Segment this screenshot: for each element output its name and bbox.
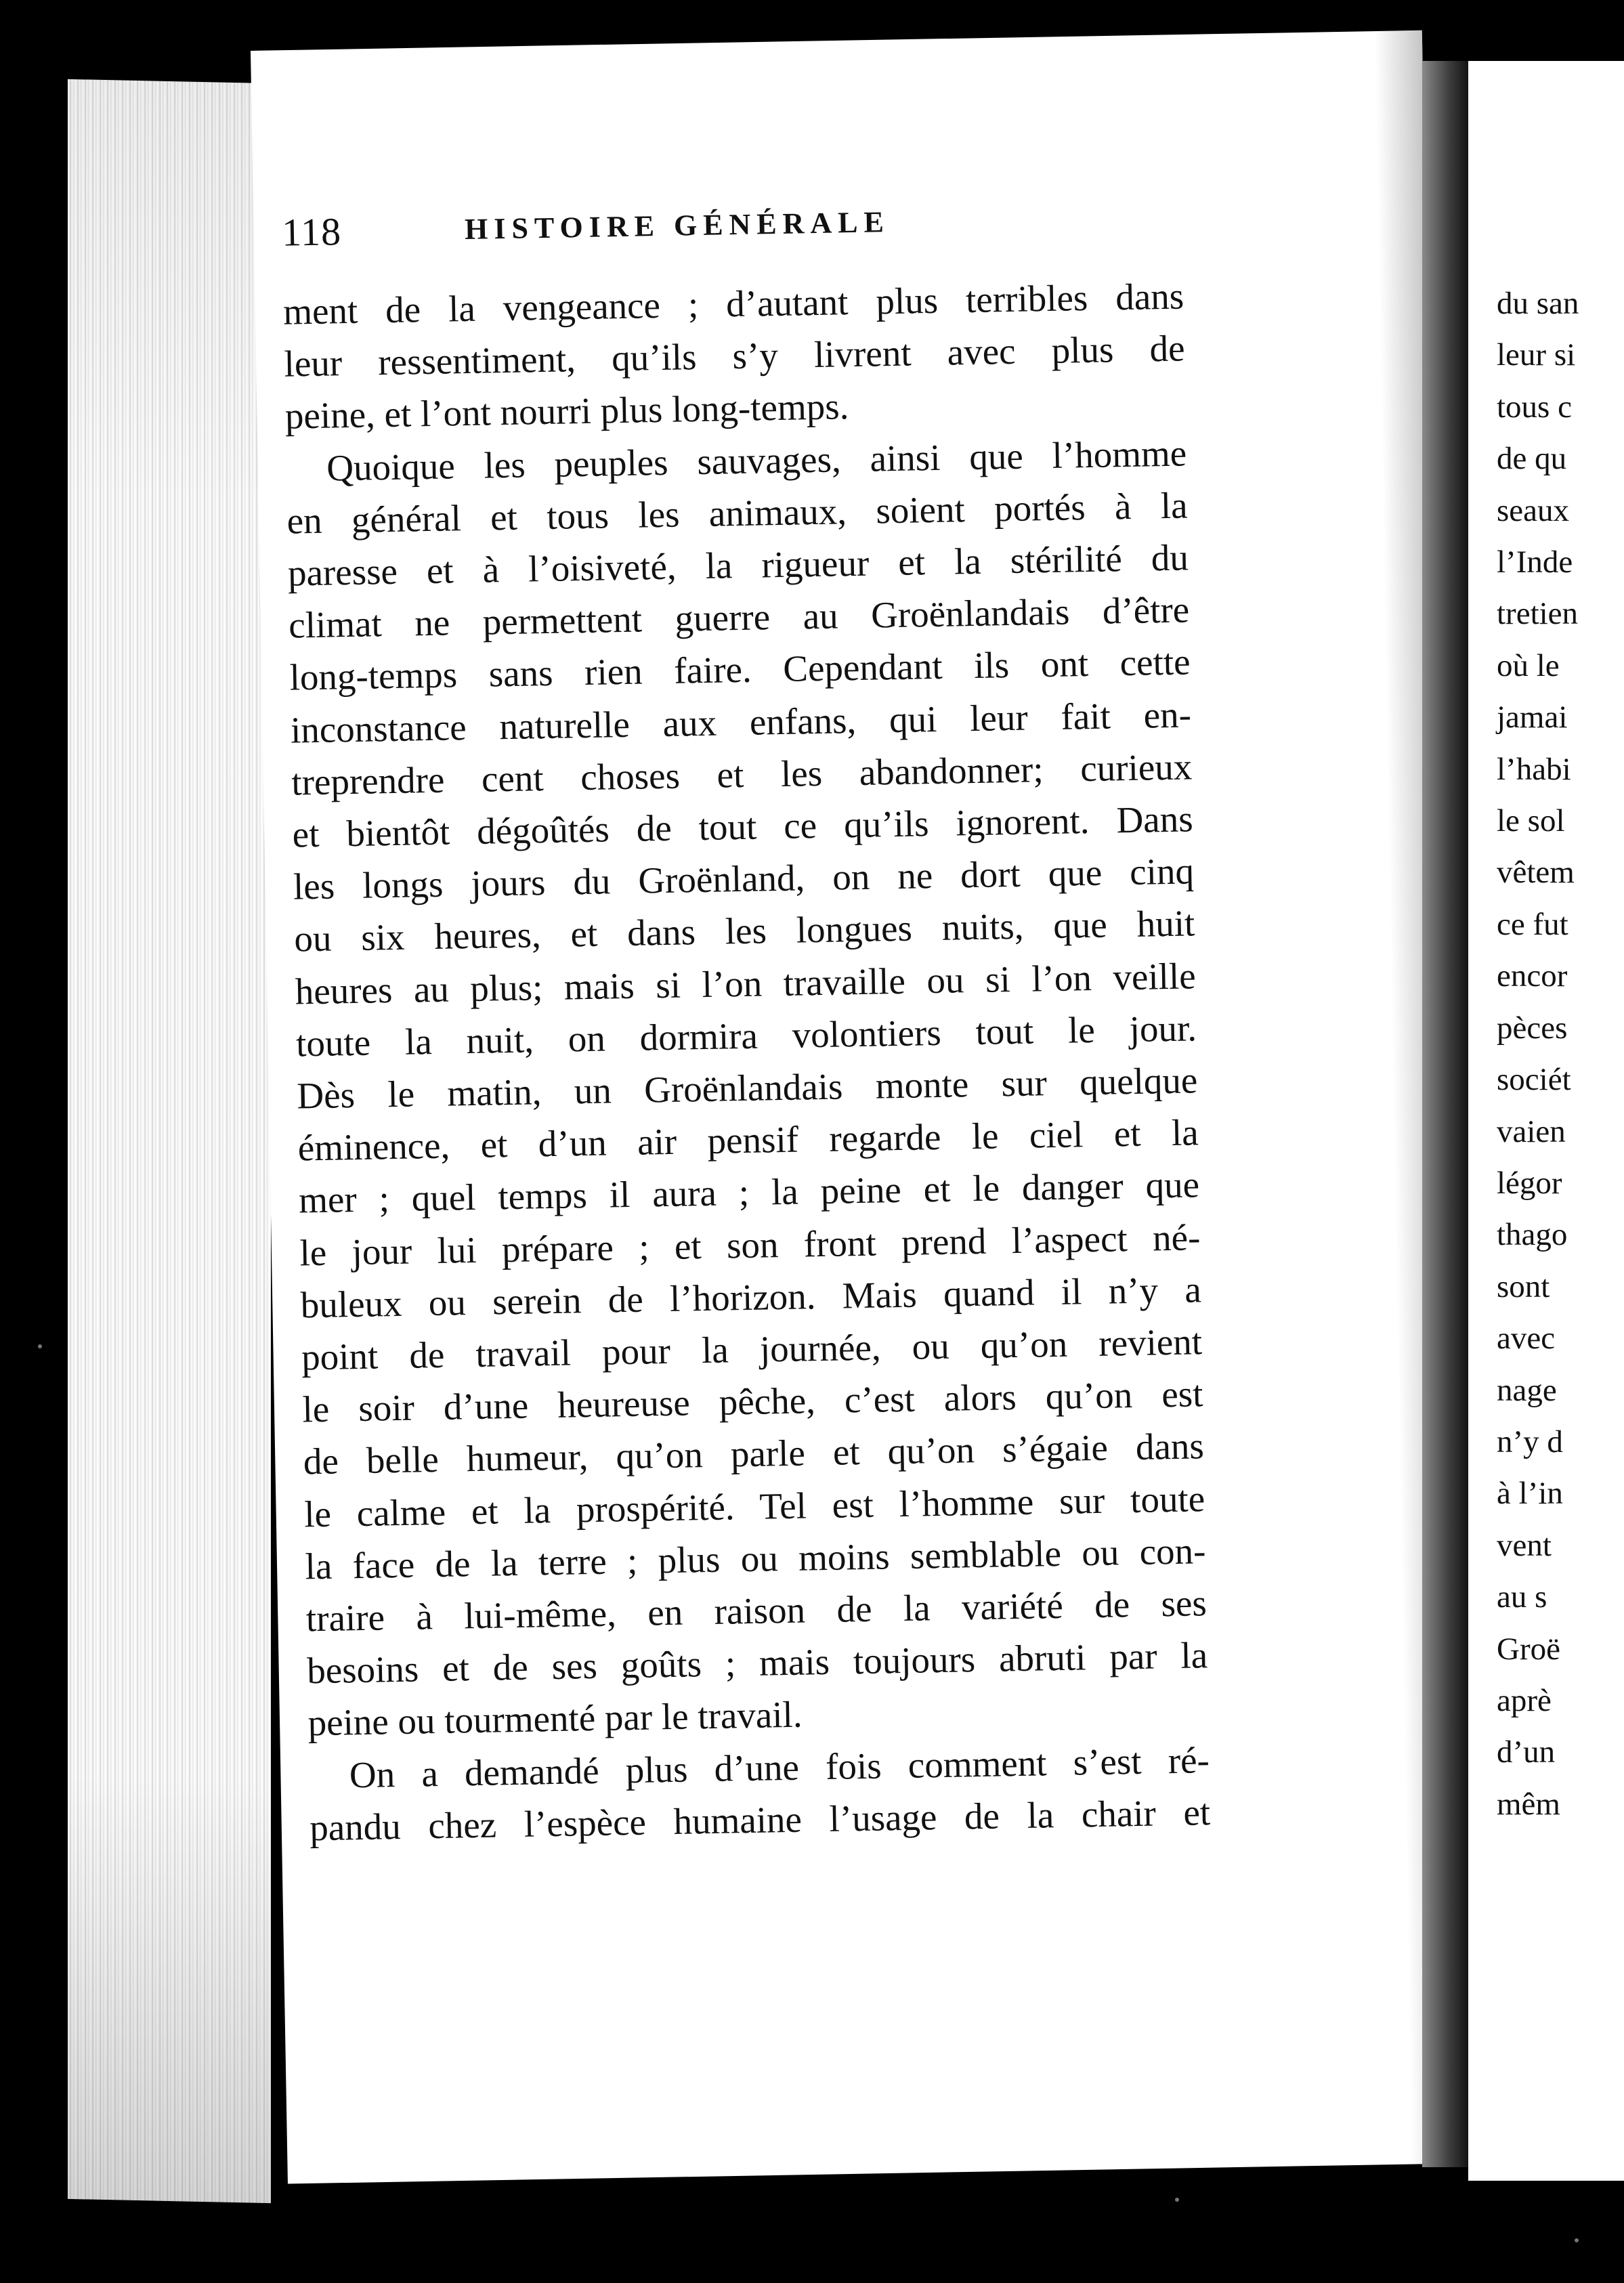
paper-speck [1175, 2198, 1179, 2202]
paper-speck [38, 1344, 42, 1348]
page-number: 118 [281, 209, 342, 255]
text-line: la face de la terre ; plus ou moins semblable ou con- [305, 1530, 1206, 1587]
right-line: sont [1497, 1268, 1550, 1304]
right-line: du san [1497, 286, 1579, 321]
right-line: le sol [1497, 803, 1565, 839]
right-line: seaux [1497, 492, 1570, 528]
text-line: On a demandé plus d’une fois comment s’est ré- [349, 1738, 1210, 1796]
right-line: avec [1497, 1321, 1556, 1357]
text-line: mer ; quel temps il aura ; la peine et le danger que [298, 1164, 1200, 1221]
text-line: traire à lui-même, en raison de la variété de ses [305, 1582, 1208, 1640]
right-line: vêtem [1497, 855, 1575, 891]
text-line: le soir d’une heureuse pêche, c’est alors qu’on est [302, 1373, 1203, 1430]
text-line: heures au plus; mais si l’on travaille ou si l’on veille [295, 954, 1197, 1012]
right-line: thago [1497, 1217, 1568, 1253]
right-line: au s [1497, 1579, 1547, 1615]
right-line: vent [1497, 1527, 1552, 1563]
text-line: peine ou tourmenté par le travail. [307, 1694, 803, 1744]
text-line: point de travail pour la journée, ou qu’on revient [301, 1321, 1203, 1378]
text-line: besoins et de ses goûts ; mais toujours abruti par la [306, 1634, 1208, 1692]
right-line: encor [1497, 958, 1568, 994]
right-line: leur si [1497, 337, 1576, 373]
text-line: inconstance naturelle aux enfans, qui leur fait en- [290, 694, 1192, 751]
right-line: l’habi [1497, 751, 1571, 787]
text-line: treprendre cent choses et les abandonner; curieux [291, 746, 1193, 803]
text-line: les longs jours du Groënland, on ne dort que cinq [293, 850, 1195, 908]
paper-speck [1575, 2238, 1579, 2242]
text-line: peine, et l’ont nourri plus long-temps. [284, 385, 849, 438]
text-line: ment de la vengeance ; d’autant plus terribles dans [282, 275, 1184, 333]
right-line: aprè [1497, 1682, 1552, 1718]
text-line: et bientôt dégoûtés de tout ce qu’ils ignorent. Dans [292, 798, 1194, 855]
text-line: le jour lui prépare ; et son front prend l’aspect né- [299, 1216, 1201, 1274]
text-line: toute la nuit, on dormira volontiers tout le jour. [295, 1007, 1197, 1065]
right-line: Groë [1497, 1631, 1560, 1667]
right-line: mêm [1497, 1786, 1560, 1822]
text-line: paresse et à l’oisiveté, la rigueur et la stérilité du [287, 536, 1189, 594]
right-line: où le [1497, 647, 1560, 683]
right-line: légor [1497, 1165, 1562, 1201]
right-line: pèces [1497, 1010, 1568, 1046]
right-line: sociét [1497, 1062, 1571, 1098]
right-line: tous c [1497, 389, 1572, 425]
text-line: Dès le matin, un Groënlandais monte sur quelque [296, 1059, 1198, 1117]
running-title: HISTOIRE GÉNÉRALE [464, 205, 891, 247]
right-line: vaien [1497, 1113, 1566, 1149]
right-line: de qu [1497, 441, 1567, 477]
text-line: ou six heures, et dans les longues nuits, que huit [293, 902, 1195, 960]
body-text [283, 270, 1211, 1854]
right-line: d’un [1497, 1734, 1556, 1770]
text-line: climat ne permettent guerre au Groënlandais d’être [288, 589, 1190, 646]
right-line: jamai [1497, 700, 1568, 735]
running-header [282, 194, 1197, 264]
text-line: de belle humeur, qu’on parle et qu’on s’égaie dans [303, 1425, 1205, 1482]
text-line: éminence, et d’un air pensif regarde le ciel et la [297, 1111, 1199, 1169]
text-line: buleux ou serein de l’horizon. Mais quand il n’y a [300, 1268, 1202, 1326]
text-line: Quoique les peuples sauvages, ainsi que l’homme [326, 432, 1187, 489]
text-line: le calme et la prospérité. Tel est l’homme sur toute [303, 1477, 1205, 1535]
text-line: long-temps sans rien faire. Cependant ils ont cette [289, 641, 1191, 699]
right-line: tretien [1497, 596, 1579, 632]
right-line: n’y d [1497, 1424, 1563, 1459]
right-line: à l’in [1497, 1476, 1563, 1512]
right-line: ce fut [1497, 906, 1568, 942]
text-line: leur ressentiment, qu’ils s’y livrent avec plus de [284, 327, 1185, 385]
right-line: nage [1497, 1372, 1557, 1408]
text-line: pandu chez l’espèce humaine l’usage de la chair et [309, 1791, 1211, 1849]
text-line: en général et tous les animaux, soient portés à la [286, 484, 1188, 542]
right-line: l’Inde [1497, 545, 1573, 580]
